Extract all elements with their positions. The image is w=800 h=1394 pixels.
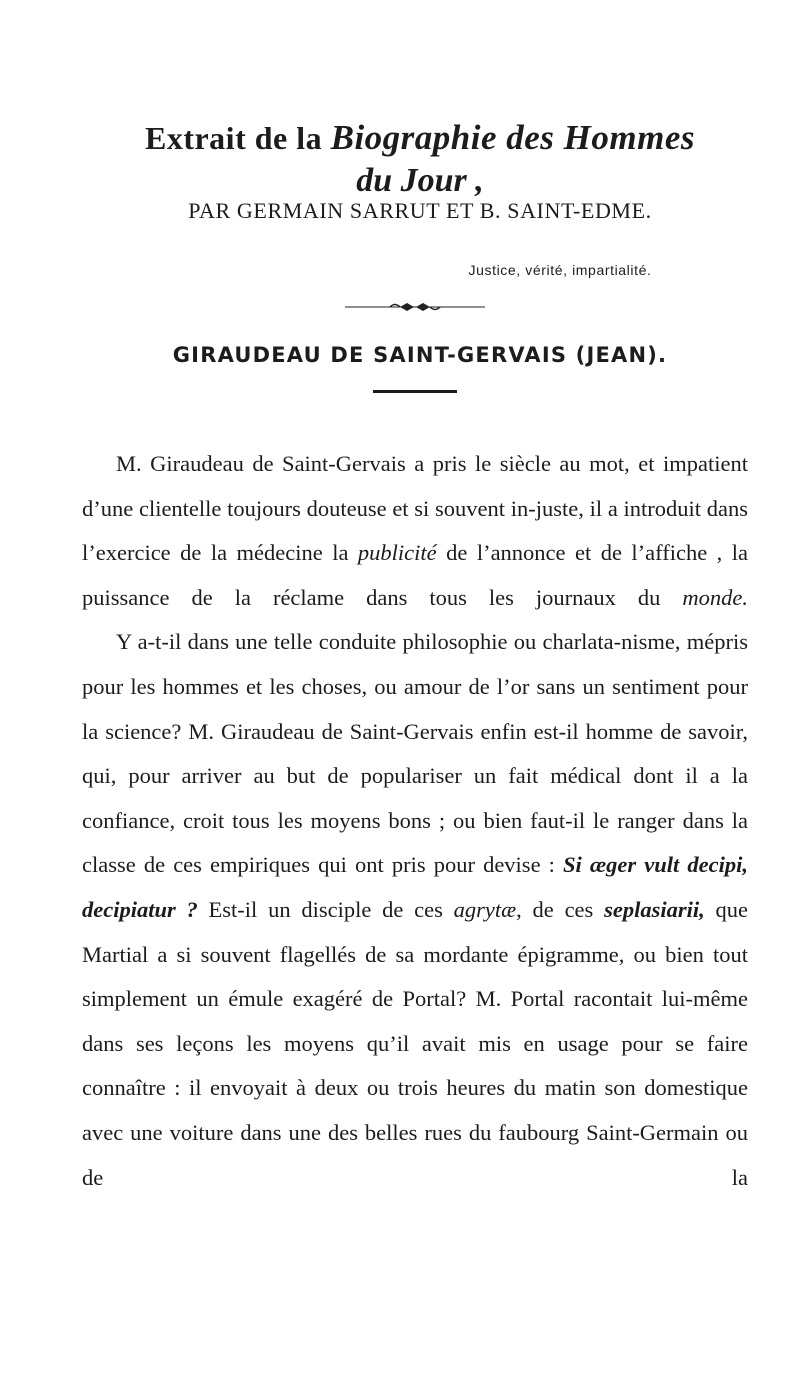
title-prefix: Extrait de la <box>144 120 323 156</box>
p1-emphasis-monde: monde. <box>682 584 748 610</box>
paragraph-2 <box>82 620 748 1200</box>
title-italic: Biographie des Hommes <box>330 118 696 157</box>
title-block <box>100 118 740 202</box>
authors-line: PAR GERMAIN SARRUT ET B. SAINT-EDME. <box>188 198 652 223</box>
article-body <box>82 442 748 1200</box>
p2-emphasis-seplasiarii: seplasiarii, <box>604 896 705 922</box>
subject-heading: GIRAUDEAU DE SAINT-GERVAIS (JEAN). <box>172 343 668 367</box>
p2-text-d: que Martial a si souvent flagellés de sa mordante épigramme, ou bien tout simplement un émule exagéré de Portal? M. Portal racontait lui-même dans ses leçons les moyens qu’il avait mis en usage pour se faire connaître : il envoyait à deux ou trois heures du matin son domestique avec une voiture dans une des belles rues du faubourg Saint-Germain ou de la <box>82 896 748 1190</box>
p1-emphasis-publicite: publicité <box>357 540 437 566</box>
epigraph: Justice, vérité, impartialité. <box>468 262 652 278</box>
p2-text-a: Y a-t-il dans une telle conduite philosophie ou charlata-nisme, mépris pour les hommes et les choses, ou amour de l’or sans un sentiment pour la science? M. Giraudeau de Saint-Gervais enfin est-il homme de savoir, qui, pour arriver au but de populariser un fait médical dont il a la confiance, croit tous les moyens bons ; ou bien faut-il le ranger dans la classe de ces empiriques qui ont pris pour devise : <box>82 629 748 878</box>
p2-text-b: Est-il un disciple de ces <box>197 896 454 922</box>
title-line-2: du Jour , <box>356 162 484 199</box>
title-line-1 <box>100 118 740 158</box>
p1-text-b: de l’annonce et de l’affiche , la puissance de la réclame dans tous les journaux du <box>82 540 748 610</box>
p2-latin-motto: Si æger vult decipi, decipiatur ? <box>82 852 748 922</box>
heading-rule <box>373 390 457 395</box>
ornament-divider-icon <box>345 300 485 314</box>
p2-emphasis-agrytae: agrytæ <box>453 896 517 922</box>
paragraph-1 <box>82 442 748 620</box>
p2-text-c: , de ces <box>516 896 605 922</box>
p1-text-a: M. Giraudeau de Saint-Gervais a pris le siècle au mot, et impatient d’une clientelle toujours douteuse et si souvent in-juste, il a introduit dans l’exercice de la médecine la <box>82 451 748 566</box>
